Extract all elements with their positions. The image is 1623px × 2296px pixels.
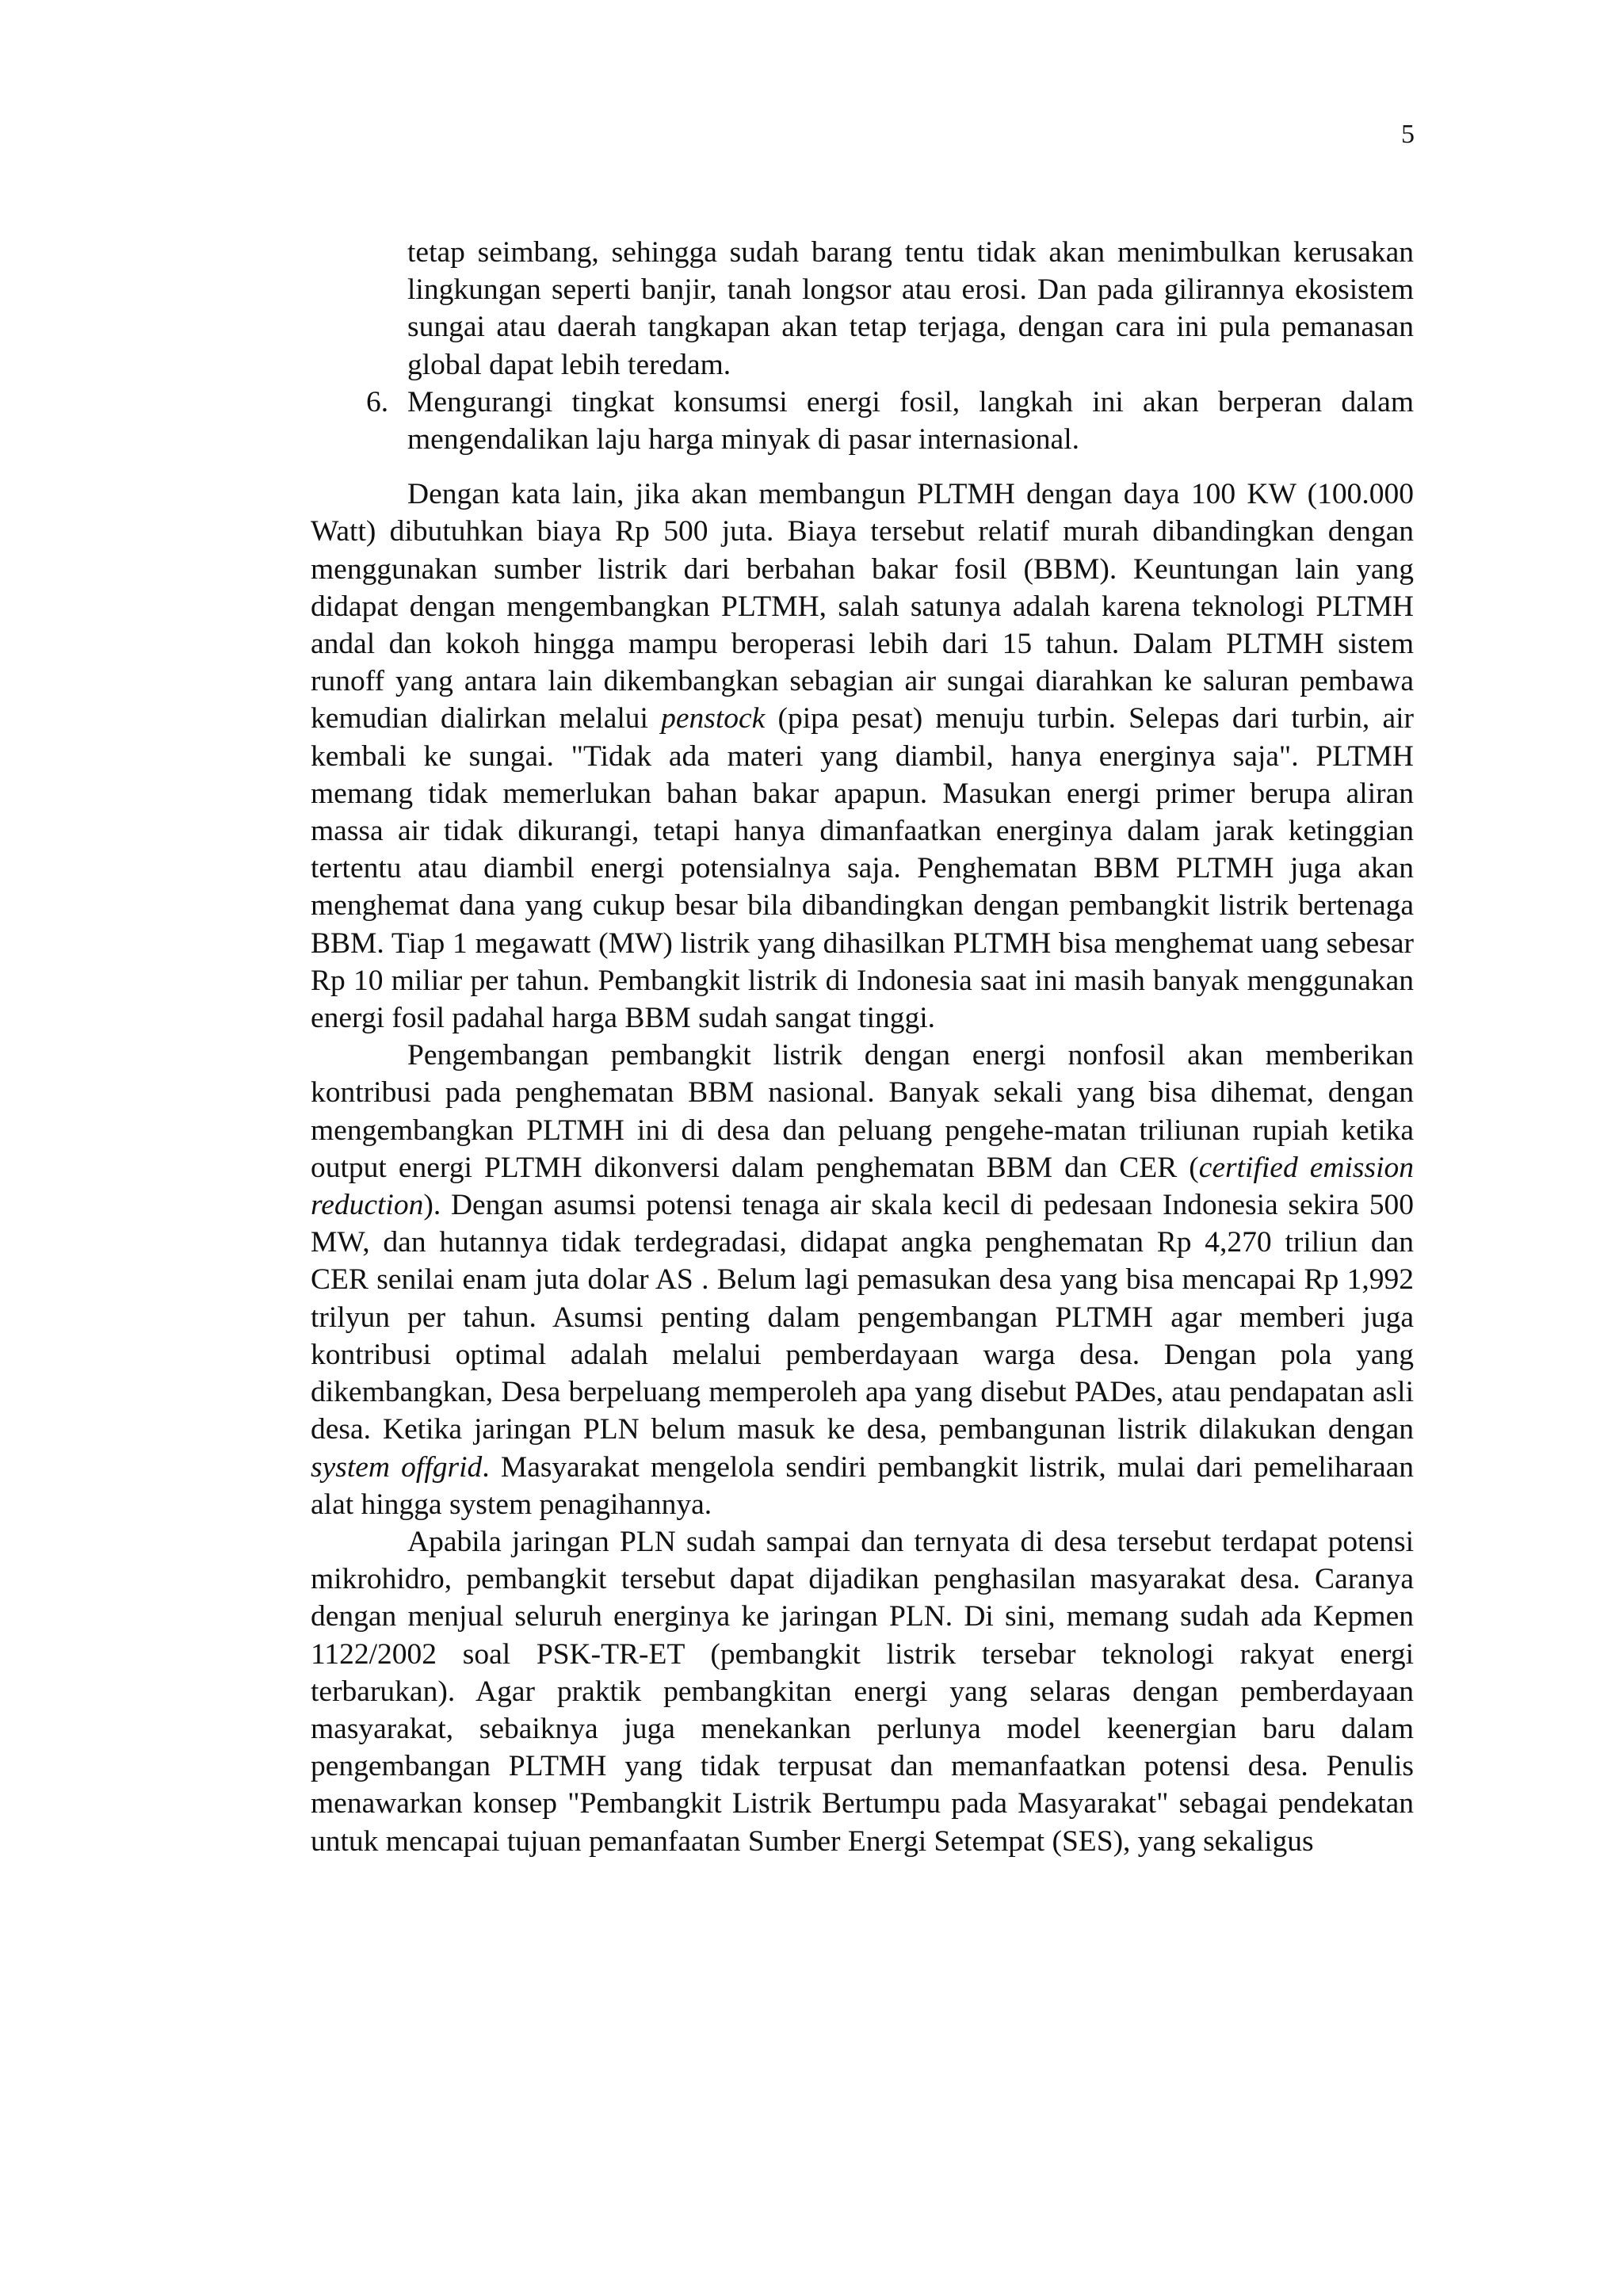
paragraph-2-part-2: ). Dengan asumsi potensi tenaga air skala kecil di pedesaan Indonesia sekira 500 MW, dan hutannya tidak terdegradasi, didapat angka penghematan Rp 4,270 triliun dan CER senilai enam juta dolar AS . Belum lagi pemasukan desa yang bisa mencapai Rp 1,992 trilyun per tahun. Asumsi penting dalam pengembangan PLTMH agar memberi juga kontribusi optimal adalah melalui pemberdayaan warga desa. Dengan pola yang dikembangkan, Desa berpeluang memperoleh apa yang disebut PADes, atau pendapatan asli desa. Ketika jaringan PLN belum masuk ke desa, pembangunan listrik dilakukan dengan (311, 1189, 1414, 1446)
penstock-term: penstock (661, 702, 766, 735)
list-item-text: Mengurangi tingkat konsumsi energi fosil, langkah ini akan berperan dalam mengendalikan laju harga minyak di pasar internasional. (407, 385, 1414, 457)
paragraph-1-part-1: Dengan kata lain, jika akan membangun PLTMH dengan daya 100 KW (100.000 Watt) dibutuhkan biaya Rp 500 juta. Biaya tersebut relatif murah dibandingkan dengan menggunakan sumber listrik dari berbahan bakar fosil (BBM). Keuntungan lain yang didapat dengan mengembangkan PLTMH, salah satunya adalah karena teknologi PLTMH andal dan kokoh hingga mampu beroperasi lebih dari 15 tahun. Dalam PLTMH sistem runoff yang antara lain dikembangkan sebagian air sungai diarahkan ke saluran pembawa kemudian dialirkan melalui (311, 478, 1414, 735)
document-body (311, 234, 1414, 1860)
page-number: 5 (1401, 120, 1415, 149)
cer-term: certified emission reduction (311, 1151, 1415, 1222)
paragraph-2-part-1: Pengembangan pembangkit listrik dengan energi nonfosil akan memberikan kontribusi pada penghematan BBM nasional. Banyak sekali yang bisa dihemat, dengan mengembangkan PLTMH ini di desa dan peluang pengehe-matan triliunan rupiah ketika output energi PLTMH dikonversi dalam penghematan BBM dan CER ( (311, 1039, 1414, 1184)
offgrid-term: system offgrid (311, 1450, 483, 1484)
paragraph-2 (311, 1037, 1414, 1523)
paragraph-1 (311, 476, 1414, 1037)
list-continuation: tetap seimbang, sehingga sudah barang tentu tidak akan menimbulkan kerusakan lingkungan seperti banjir, tanah longsor atau erosi. Dan pada gilirannya ekosistem sungai atau daerah tangkapan akan tetap terjaga, dengan cara ini pula pemanasan global dapat lebih teredam. (407, 236, 1414, 381)
list-item-number: 6. (366, 385, 389, 418)
paragraph-1-part-2: (pipa pesat) menuju turbin. Selepas dari turbin, air kembali ke sungai. "Tidak ada materi yang diambil, hanya energinya saja". PLTMH memang tidak memerlukan bahan bakar apapun. Masukan energi primer berupa aliran massa air tidak dikurangi, tetapi hanya dimanfaatkan energinya dalam jarak ketinggian tertentu atau diambil energi potensialnya saja. Penghematan BBM PLTMH juga akan menghemat dana yang cukup besar bila dibandingkan dengan pembangkit listrik bertenaga BBM. Tiap 1 megawatt (MW) listrik yang dihasilkan PLTMH bisa menghemat uang sebesar Rp 10 miliar per tahun. Pembangkit listrik di Indonesia saat ini masih banyak menggunakan energi fosil padahal harga BBM sudah sangat tinggi. (311, 702, 1415, 1035)
paragraph-3: Apabila jaringan PLN sudah sampai dan ternyata di desa tersebut terdapat potensi mikrohidro, pembangkit tersebut dapat dijadikan penghasilan masyarakat desa. Caranya dengan menjual seluruh energinya ke jaringan PLN. Di sini, memang sudah ada Kepmen 1122/2002 soal PSK-TR-ET (pembangkit listrik tersebar teknologi rakyat energi terbarukan). Agar praktik pembangkitan energi yang selaras dengan pemberdayaan masyarakat, sebaiknya juga menekankan perlunya model keenergian baru dalam pengembangan PLTMH yang tidak terpusat dan memanfaatkan potensi desa. Penulis menawarkan konsep "Pembangkit Listrik Bertumpu pada Masyarakat" sebagai pendekatan untuk mencapai tujuan pemanfaatan Sumber Energi Setempat (SES), yang sekaligus (311, 1525, 1414, 1858)
paragraph-2-part-3: . Masyarakat mengelola sendiri pembangkit listrik, mulai dari pemeliharaan alat hingga system penagihannya. (311, 1450, 1415, 1521)
list-item-6 (311, 384, 1414, 458)
